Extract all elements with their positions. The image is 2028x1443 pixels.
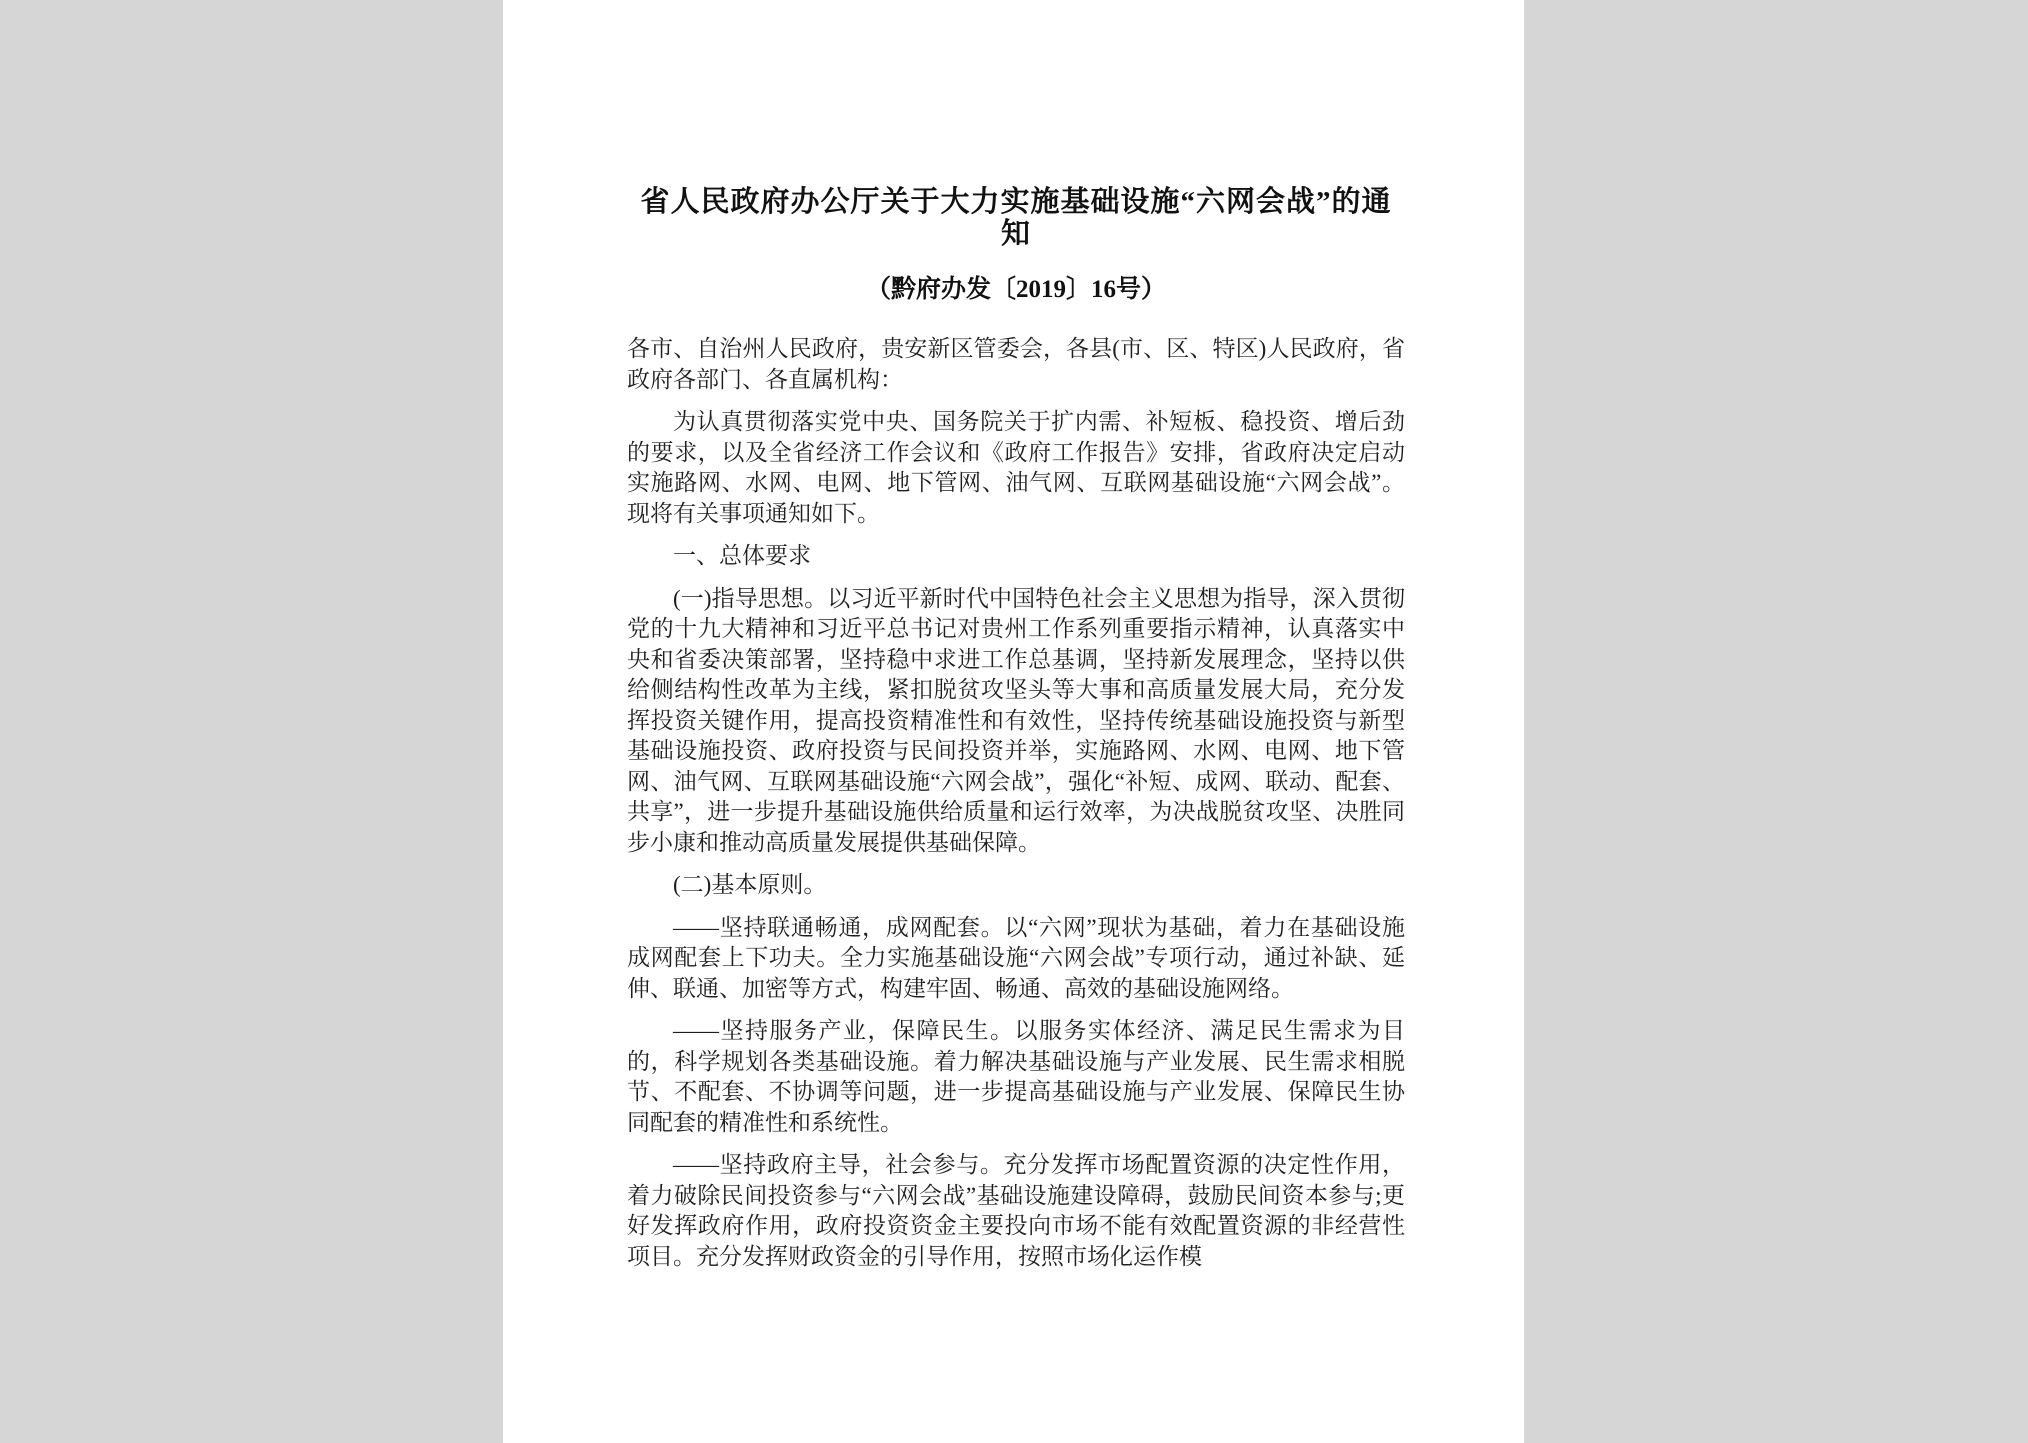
principle-government-led-paragraph: ——坚持政府主导，社会参与。充分发挥市场配置资源的决定性作用，着力破除民间投资参与“六网会战”基础设施建设障碍，鼓励民间资本参与;更好发挥政府作用，政府投资资金主要投向市场不能有效配置资源的非经营性项目。充分发挥财政资金的引导作用，按照市场化运作模 [627, 1152, 1405, 1269]
document-number: （黔府办发〔2019〕16号） [865, 276, 1166, 303]
principle-connectivity-paragraph: ——坚持联通畅通，成网配套。以“六网”现状为基础，着力在基础设施成网配套上下功夫。全力实施基础设施“六网会战”专项行动，通过补缺、延伸、联通、加密等方式，构建牢固、畅通、高效的基础设施网络。 [627, 914, 1405, 1001]
document-title: 省人民政府办公厅关于大力实施基础设施“六网会战”的通知 [640, 186, 1392, 250]
basic-principles-heading-paragraph: (二)基本原则。 [673, 872, 827, 897]
document-body [627, 334, 1405, 1272]
intro-paragraph: 为认真贯彻落实党中央、国务院关于扩内需、补短板、稳投资、增后劲的要求，以及全省经济工作会议和《政府工作报告》安排，省政府决定启动实施路网、水网、电网、地下管网、油气网、互联网基础设施“六网会战”。现将有关事项通知如下。 [627, 409, 1405, 526]
guiding-ideology-paragraph: (一)指导思想。以习近平新时代中国特色社会主义思想为指导，深入贯彻党的十九大精神和习近平总书记对贵州工作系列重要指示精神，认真落实中央和省委决策部署，坚持稳中求进工作总基调，坚持新发展理念，坚持以供给侧结构性改革为主线，紧扣脱贫攻坚头等大事和高质量发展大局，充分发挥投资关键作用，提高投资精准性和有效性，坚持传统基础设施投资与新型基础设施投资、政府投资与民间投资并举，实施路网、水网、电网、地下管网、油气网、互联网基础设施“六网会战”，强化“补短、成网、联动、配套、共享”，进一步提升基础设施供给质量和运行效率，为决战脱贫攻坚、决胜同步小康和推动高质量发展提供基础保障。 [627, 585, 1405, 855]
principle-service-industry-paragraph: ——坚持服务产业，保障民生。以服务实体经济、满足民生需求为目的，科学规划各类基础设施。着力解决基础设施与产业发展、民生需求相脱节、不配套、不协调等问题，进一步提高基础设施与产业发展、保障民生协同配套的精准性和系统性。 [627, 1018, 1405, 1135]
document-page [503, 0, 1524, 1443]
salutation-paragraph: 各市、自治州人民政府，贵安新区管委会，各县(市、区、特区)人民政府，省政府各部门、各直属机构： [627, 336, 1405, 392]
section-heading-overall-requirements: 一、总体要求 [673, 543, 811, 568]
